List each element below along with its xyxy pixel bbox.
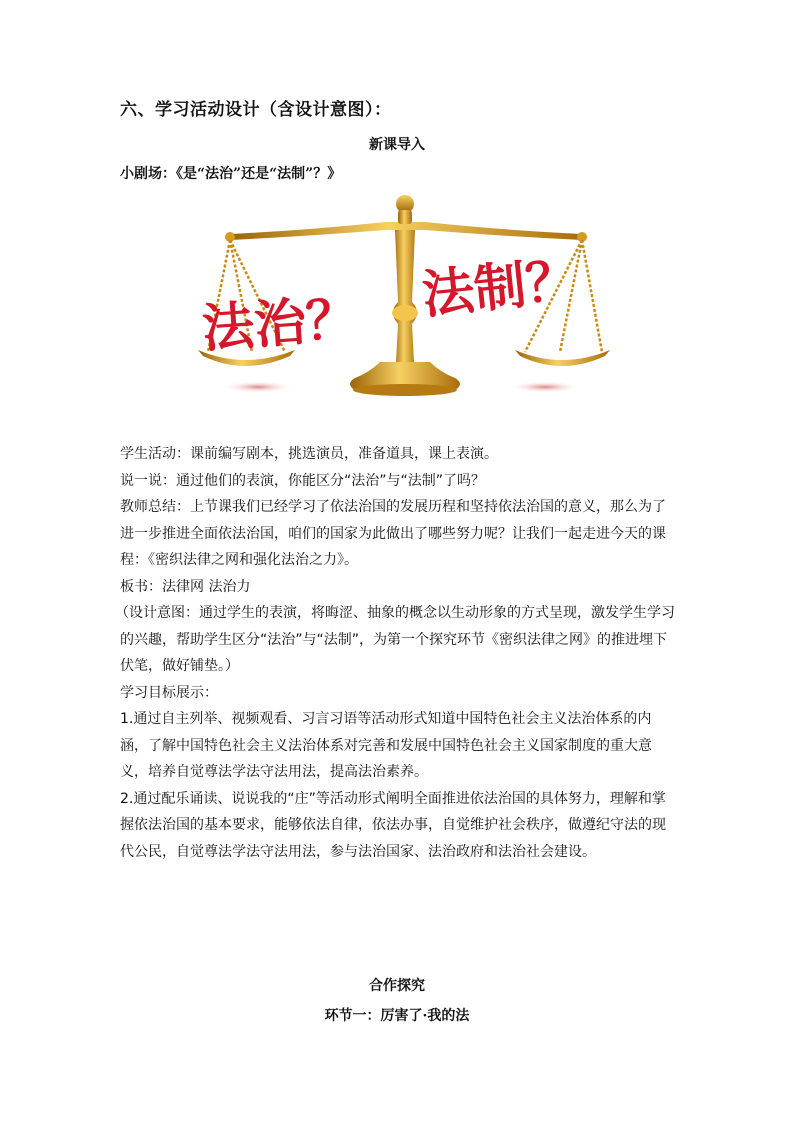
left-word: 法治？ [200, 288, 361, 360]
paragraph-teacher-summary: 教师总结：上节课我们已经学习了依法治国的发展历程和坚持依法治国的意义，那么为了进一步推进全面依法治国，咱们的国家为此做出了哪些努力呢？让我们一起走进今天的课程：《密织法律之网和强化法治之力》。 [120, 499, 666, 568]
section-heading: 六、学习活动设计（含设计意图）： [120, 100, 392, 120]
body-paragraphs [115, 441, 676, 865]
skit-line: 小剧场：《是“法治”还是“法制”？》 [120, 166, 342, 182]
scales-of-justice-icon [190, 192, 620, 412]
paragraph-student-activity: 学生活动：课前编写剧本，挑选演员，准备道具，课上表演。 [120, 446, 498, 462]
segment-title: 环节一：厉害了·我的法 [324, 1008, 470, 1024]
paragraph-objective-2: 2.通过配乐诵读、说说我的“庄”等活动形式阐明全面推进依法治国的具体努力，理解和掌握依法治国的基本要求，能够依法自律，依法办事，自觉维护社会秩序，做遵纪守法的现代公民，自觉尊法学法守法用法，参与法治国家、法治政府和法治社会建设。 [120, 790, 666, 860]
paragraph-objectives-heading: 学习目标展示： [120, 684, 218, 701]
intro-title: 新课导入 [369, 137, 425, 153]
paragraph-discussion: 说一说：通过他们的表演，你能区分“法治”与“法制”了吗？ [120, 472, 486, 489]
paragraph-design-intent: （设计意图：通过学生的表演，将晦涩、抽象的概念以生动形象的方式呈现，激发学生学习的兴趣，帮助学生区分“法治”与“法制”，为第一个探究环节《密织法律之网》的推进埋下伏笔，做好铺垫。） [115, 605, 675, 674]
scales-illustration [190, 192, 620, 412]
paragraph-board-writing: 板书：法律网 法治力 [120, 578, 251, 595]
paragraph-objective-1: 1.通过自主列举、视频观看、习言习语等活动形式知道中国特色社会主义法治体系的内涵，了解中国特色社会主义法治体系对完善和发展中国特色社会主义国家制度的重大意义，培养自觉尊法学法守法用法，提高法治素养。 [120, 711, 652, 780]
coop-title: 合作探究 [369, 978, 425, 994]
right-word: 法制？ [419, 249, 581, 327]
